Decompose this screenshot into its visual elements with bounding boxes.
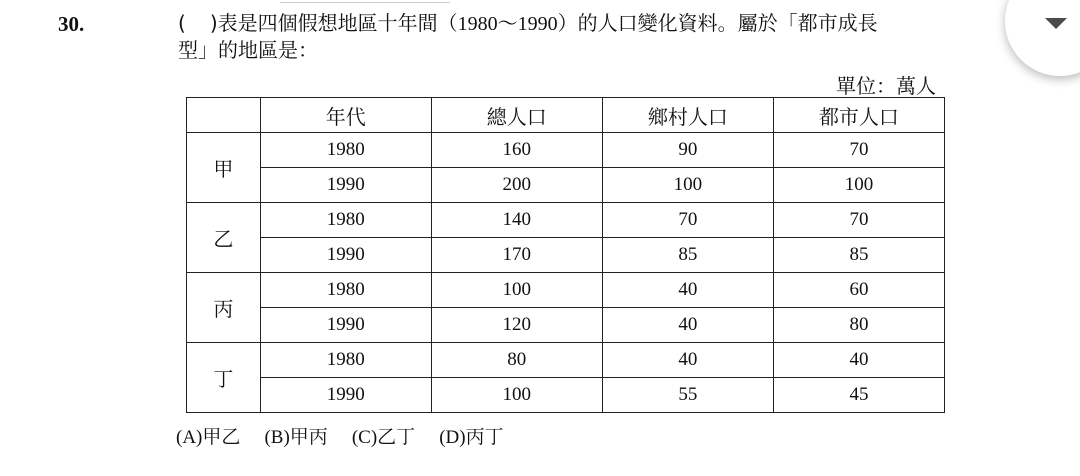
- total-cell: 120: [431, 308, 602, 343]
- urban-cell: 100: [773, 168, 944, 203]
- option-a[interactable]: [176, 422, 240, 449]
- option-c[interactable]: [352, 422, 415, 449]
- header-total: 總人口: [431, 98, 602, 133]
- urban-cell: 85: [773, 238, 944, 273]
- table-row: [187, 203, 945, 238]
- question-line-2: 型」的地區是：: [178, 38, 318, 62]
- option-d[interactable]: [439, 422, 503, 449]
- option-b[interactable]: [264, 422, 327, 449]
- rural-cell: 40: [602, 308, 773, 343]
- year-cell: 1980: [260, 273, 431, 308]
- unit-label: 單位：萬人: [836, 74, 936, 98]
- header-rural: 鄉村人口: [602, 98, 773, 133]
- caret-down-icon: [1045, 18, 1067, 29]
- population-table: [186, 97, 945, 413]
- table-row: [187, 273, 945, 308]
- rural-cell: 55: [602, 378, 773, 413]
- region-cell: 乙: [187, 203, 261, 273]
- total-cell: 160: [431, 133, 602, 168]
- region-cell: 甲: [187, 133, 261, 203]
- option-text: 丙丁: [465, 426, 504, 448]
- question-text-end: ）的人口變化資料。屬於「都市成長: [557, 11, 878, 35]
- total-cell: 100: [431, 273, 602, 308]
- table-row: [187, 308, 945, 343]
- urban-cell: 70: [773, 203, 944, 238]
- previous-content-edge: [280, 0, 450, 3]
- question-line-1: [178, 10, 878, 37]
- question-text-start: 表是四個假想地區十年間（: [217, 11, 458, 35]
- year-cell: 1980: [260, 203, 431, 238]
- region-cell: 丁: [187, 343, 261, 413]
- option-letter: (A): [176, 427, 203, 448]
- total-cell: 80: [431, 343, 602, 378]
- header-urban: 都市人口: [773, 98, 944, 133]
- answer-options: [176, 422, 522, 449]
- answer-open-paren: (: [178, 11, 186, 35]
- table-row: [187, 168, 945, 203]
- table-row: [187, 133, 945, 168]
- option-letter: (C): [351, 427, 378, 448]
- table-row: [187, 343, 945, 378]
- year-cell: 1990: [260, 378, 431, 413]
- header-year: 年代: [260, 98, 431, 133]
- header-region: [187, 98, 261, 133]
- urban-cell: 60: [773, 273, 944, 308]
- table-row: [187, 378, 945, 413]
- region-cell: 丙: [187, 273, 261, 343]
- year-cell: 1990: [260, 238, 431, 273]
- option-letter: (D): [439, 427, 466, 448]
- year-cell: 1990: [260, 308, 431, 343]
- option-letter: (B): [264, 427, 290, 448]
- table-row: [187, 238, 945, 273]
- total-cell: 200: [431, 168, 602, 203]
- urban-cell: 70: [773, 133, 944, 168]
- year-cell: 1990: [260, 168, 431, 203]
- option-text: 甲乙: [202, 426, 241, 448]
- rural-cell: 90: [602, 133, 773, 168]
- urban-cell: 40: [773, 343, 944, 378]
- urban-cell: 80: [773, 308, 944, 343]
- rural-cell: 85: [602, 238, 773, 273]
- option-text: 甲丙: [289, 426, 328, 448]
- question-period: 1980～1990: [457, 13, 558, 35]
- rural-cell: 100: [602, 168, 773, 203]
- rural-cell: 40: [602, 343, 773, 378]
- rural-cell: 70: [602, 203, 773, 238]
- urban-cell: 45: [773, 378, 944, 413]
- question-number: 30.: [58, 12, 85, 36]
- total-cell: 140: [431, 203, 602, 238]
- table-header-row: [187, 98, 945, 133]
- answer-close-paren: ): [209, 11, 218, 35]
- year-cell: 1980: [260, 133, 431, 168]
- rural-cell: 40: [602, 273, 773, 308]
- total-cell: 170: [431, 238, 602, 273]
- total-cell: 100: [431, 378, 602, 413]
- year-cell: 1980: [260, 343, 431, 378]
- dropdown-button[interactable]: [1005, 0, 1080, 76]
- option-text: 乙丁: [377, 426, 416, 448]
